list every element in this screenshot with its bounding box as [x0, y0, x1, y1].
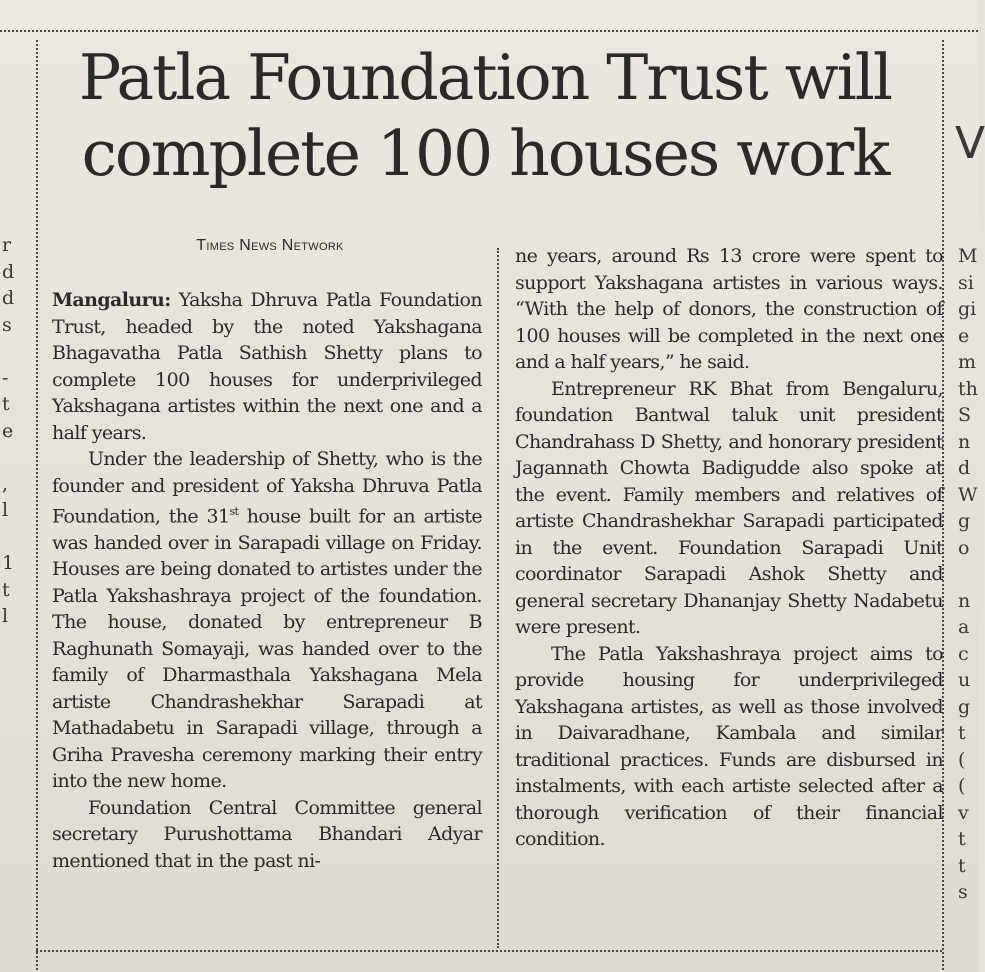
edge-fragment: e: [2, 419, 14, 442]
paragraph-5: The Patla Yakshashraya project aims to provide housing for underprivileged Yakshagana artistes, as well as those involved in Daivaradhane, Kambala and similar traditional practices. Funds are disbursed in instalments, with each artiste selected after a thorough verification of their financial condition.: [515, 642, 943, 850]
edge-fragment: -: [2, 366, 9, 389]
left-neighbor-column-edge: [2, 232, 14, 630]
ordinal-suffix: st: [229, 505, 239, 518]
edge-fragment: M: [958, 245, 978, 267]
edge-fragment: a: [958, 616, 970, 638]
edge-fragment: gi: [958, 298, 977, 320]
edge-fragment: t: [958, 828, 966, 850]
edge-fragment: l: [2, 499, 9, 521]
edge-fragment: e: [958, 324, 970, 347]
edge-fragment: s: [958, 881, 968, 903]
edge-fragment: 1: [2, 552, 15, 574]
edge-fragment: [958, 561, 978, 588]
edge-fragment: o: [958, 536, 970, 559]
edge-fragment: n: [958, 589, 971, 612]
paragraph-1: Mangaluru: Yaksha Dhruva Patla Foundation Trust, headed by the noted Yakshagana Bhagavatha Patla Sathish Shetty plans to complete 100 houses for underprivileged Yakshagana artistes within the next one and a half years.: [52, 289, 482, 444]
edge-fragment: (: [958, 775, 966, 797]
paragraph-2: Under the leadership of Shetty, who is the founder and president of Yaksha Dhruva Patla Foundation, the 31st house built for an artiste was handed over in Sarapadi village on Friday. Houses are being donated to artistes under the Patla Yakshashraya project of the foundation. The house, donated by entrepreneur B Raghunath Somayaji, was handed over to the family of Dharmasthala Yakshagana Mela artiste Chandrashekhar Sarapadi at Mathadabetu in Sarapadi village, through a Griha Pravesha ceremony marking their entry into the new home.: [52, 448, 482, 793]
edge-fragment: ,: [2, 472, 9, 495]
edge-fragment: l: [2, 605, 9, 627]
edge-fragment: th: [958, 377, 978, 400]
center-column-rule: [497, 248, 499, 948]
edge-fragment: r: [2, 234, 12, 256]
edge-fragment: g: [958, 695, 971, 718]
bottom-rule: [36, 950, 942, 952]
edge-fragment: s: [2, 313, 12, 336]
edge-fragment: v: [958, 801, 969, 824]
left-column-rule: [36, 40, 38, 970]
paragraph-3-end: ne years, around Rs 13 crore were spent to support Yakshagana artistes in various ways. “With the help of donors, the construction of 100 houses will be completed in the next one and a half years,” he said.: [515, 245, 943, 373]
edge-fragment: g: [958, 510, 971, 532]
paragraph-3-start: Foundation Central Committee general secretary Purushottama Bhandari Adyar mentioned that in the past ni-: [52, 796, 482, 872]
edge-fragment: t: [958, 854, 966, 877]
edge-fragment: m: [958, 351, 977, 373]
edge-fragment: d: [2, 287, 15, 309]
edge-fragment: [2, 444, 14, 471]
edge-fragment: t: [2, 393, 10, 415]
edge-fragment: W: [958, 483, 978, 506]
right-neighbor-headline-edge: V: [955, 118, 985, 169]
edge-fragment: t: [958, 722, 966, 744]
edge-fragment: n: [958, 430, 971, 453]
byline: Times News Network: [196, 237, 344, 254]
dateline: Mangaluru:: [52, 289, 171, 311]
edge-fragment: si: [958, 271, 974, 294]
edge-fragment: S: [958, 404, 972, 426]
paragraph-4: Entrepreneur RK Bhat from Bengaluru, foundation Bantwal taluk unit president Chandrahass D Shetty, and honorary president Jagannath Chowta Badigudde also spoke at the event. Family members and relatives of artiste Chandrashekhar Sarapadi participated in the event. Foundation Sarapadi Unit coordinator Sarapadi Ashok Shetty and general secretary Dhananjay Shetty Nadabetu were present.: [515, 377, 943, 638]
article-column-1: [52, 287, 482, 874]
edge-fragment: c: [958, 642, 969, 665]
edge-fragment: t: [2, 578, 10, 601]
edge-fragment: u: [958, 669, 971, 691]
headline: Patla Foundation Trust will complete 100 houses work: [78, 41, 892, 190]
right-neighbor-column-edge: [958, 243, 978, 906]
edge-fragment: d: [958, 457, 971, 479]
edge-fragment: [2, 338, 14, 365]
edge-fragment: [2, 524, 14, 551]
article-column-2: [515, 243, 943, 853]
edge-fragment: (: [958, 748, 966, 771]
top-rule: [0, 30, 978, 32]
edge-fragment: d: [2, 260, 15, 283]
